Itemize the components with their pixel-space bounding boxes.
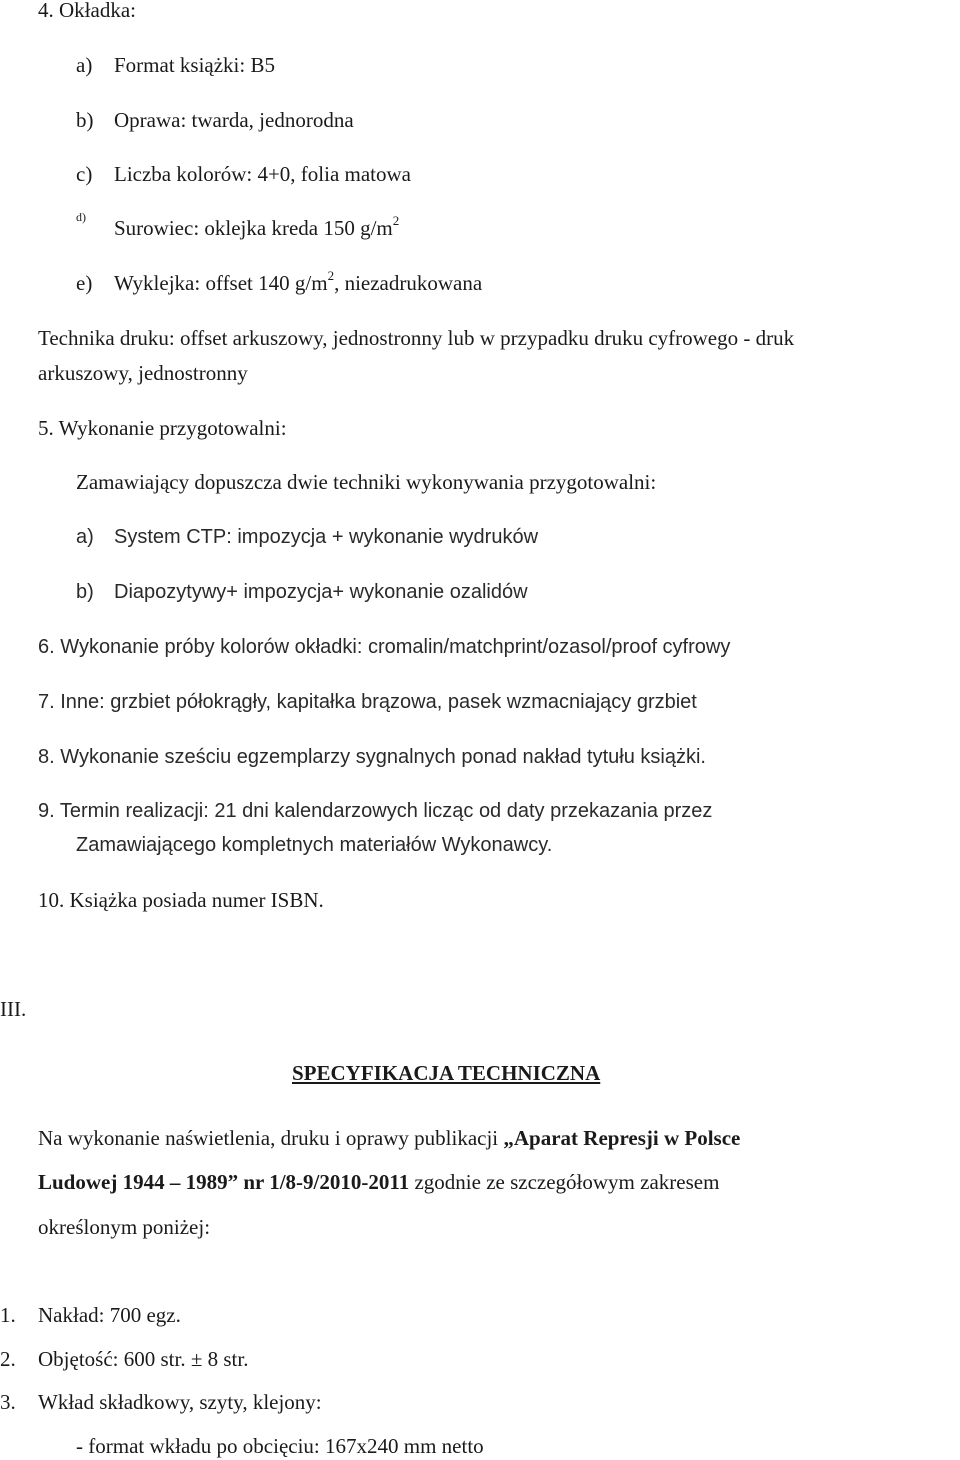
paragraph-line-1 [38, 1126, 740, 1151]
section-5-heading: 5. Wykonanie przygotowalni: [38, 416, 287, 440]
list-item [114, 268, 483, 296]
list-label: e) [76, 271, 93, 295]
list-label: b) [76, 108, 94, 132]
item-9-line-2: Zamawiającego kompletnych materiałów Wykonawcy. [76, 834, 553, 856]
publication-title: „Aparat Represji w Polsce [503, 1126, 741, 1150]
section-4-heading: 4. Okładka: [38, 0, 136, 22]
list-label: d) [76, 210, 86, 224]
list-number: 3. [0, 1390, 16, 1414]
paragraph-line-2 [38, 1170, 719, 1195]
list-item: Wkład składkowy, szyty, klejony: [38, 1390, 322, 1414]
item-9-line-1: 9. Termin realizacji: 21 dni kalendarzowych licząc od daty przekazania przez [38, 800, 713, 822]
item-7: 7. Inne: grzbiet półokrągły, kapitałka brązowa, pasek wzmacniający grzbiet [38, 691, 697, 713]
list-item-text-rest: , niezadrukowana [334, 271, 483, 295]
list-number: 2. [0, 1347, 16, 1371]
superscript: 2 [392, 213, 400, 228]
list-item: Diapozytywy+ impozycja+ wykonanie ozalidów [114, 581, 528, 603]
sub-item: - format wkładu po obcięciu: 167x240 mm netto [76, 1434, 484, 1458]
list-item: Format książki: B5 [114, 53, 275, 77]
item-8: 8. Wykonanie sześciu egzemplarzy sygnalnych ponad nakład tytułu książki. [38, 746, 706, 768]
list-label: a) [76, 526, 94, 548]
list-item: Objętość: 600 str. ± 8 str. [38, 1347, 249, 1371]
part-roman-numeral: III. [0, 997, 27, 1021]
list-label: a) [76, 53, 93, 77]
list-number: 1. [0, 1303, 16, 1327]
list-item-text: Wyklejka: offset 140 g/m [114, 271, 328, 295]
section-5-intro: Zamawiający dopuszcza dwie techniki wykonywania przygotowalni: [76, 470, 657, 494]
list-item: Liczba kolorów: 4+0, folia matowa [114, 162, 412, 186]
technika-line-2: arkuszowy, jednostronny [38, 361, 248, 385]
publication-title-cont: Ludowej 1944 – 1989” nr 1/8-9/2010-2011 [38, 1170, 410, 1194]
list-item-text: Surowiec: oklejka kreda 150 g/m [114, 216, 393, 240]
list-item [114, 213, 400, 241]
technika-line-1: Technika druku: offset arkuszowy, jednostronny lub w przypadku druku cyfrowego - druk [38, 326, 795, 350]
superscript: 2 [327, 268, 335, 283]
list-item: Oprawa: twarda, jednorodna [114, 108, 354, 132]
section-title: SPECYFIKACJA TECHNICZNA [292, 1061, 601, 1085]
list-item: Nakład: 700 egz. [38, 1303, 181, 1327]
item-6: 6. Wykonanie próby kolorów okładki: cromalin/matchprint/ozasol/proof cyfrowy [38, 636, 731, 658]
paragraph-text: zgodnie ze szczegółowym zakresem [409, 1170, 720, 1194]
paragraph-text: Na wykonanie naświetlenia, druku i oprawy publikacji [38, 1126, 504, 1150]
list-label: b) [76, 581, 94, 603]
list-item: System CTP: impozycja + wykonanie wydruków [114, 526, 539, 548]
list-label: c) [76, 162, 93, 186]
paragraph-line-3: określonym poniżej: [38, 1215, 211, 1239]
item-10: 10. Książka posiada numer ISBN. [38, 888, 324, 912]
